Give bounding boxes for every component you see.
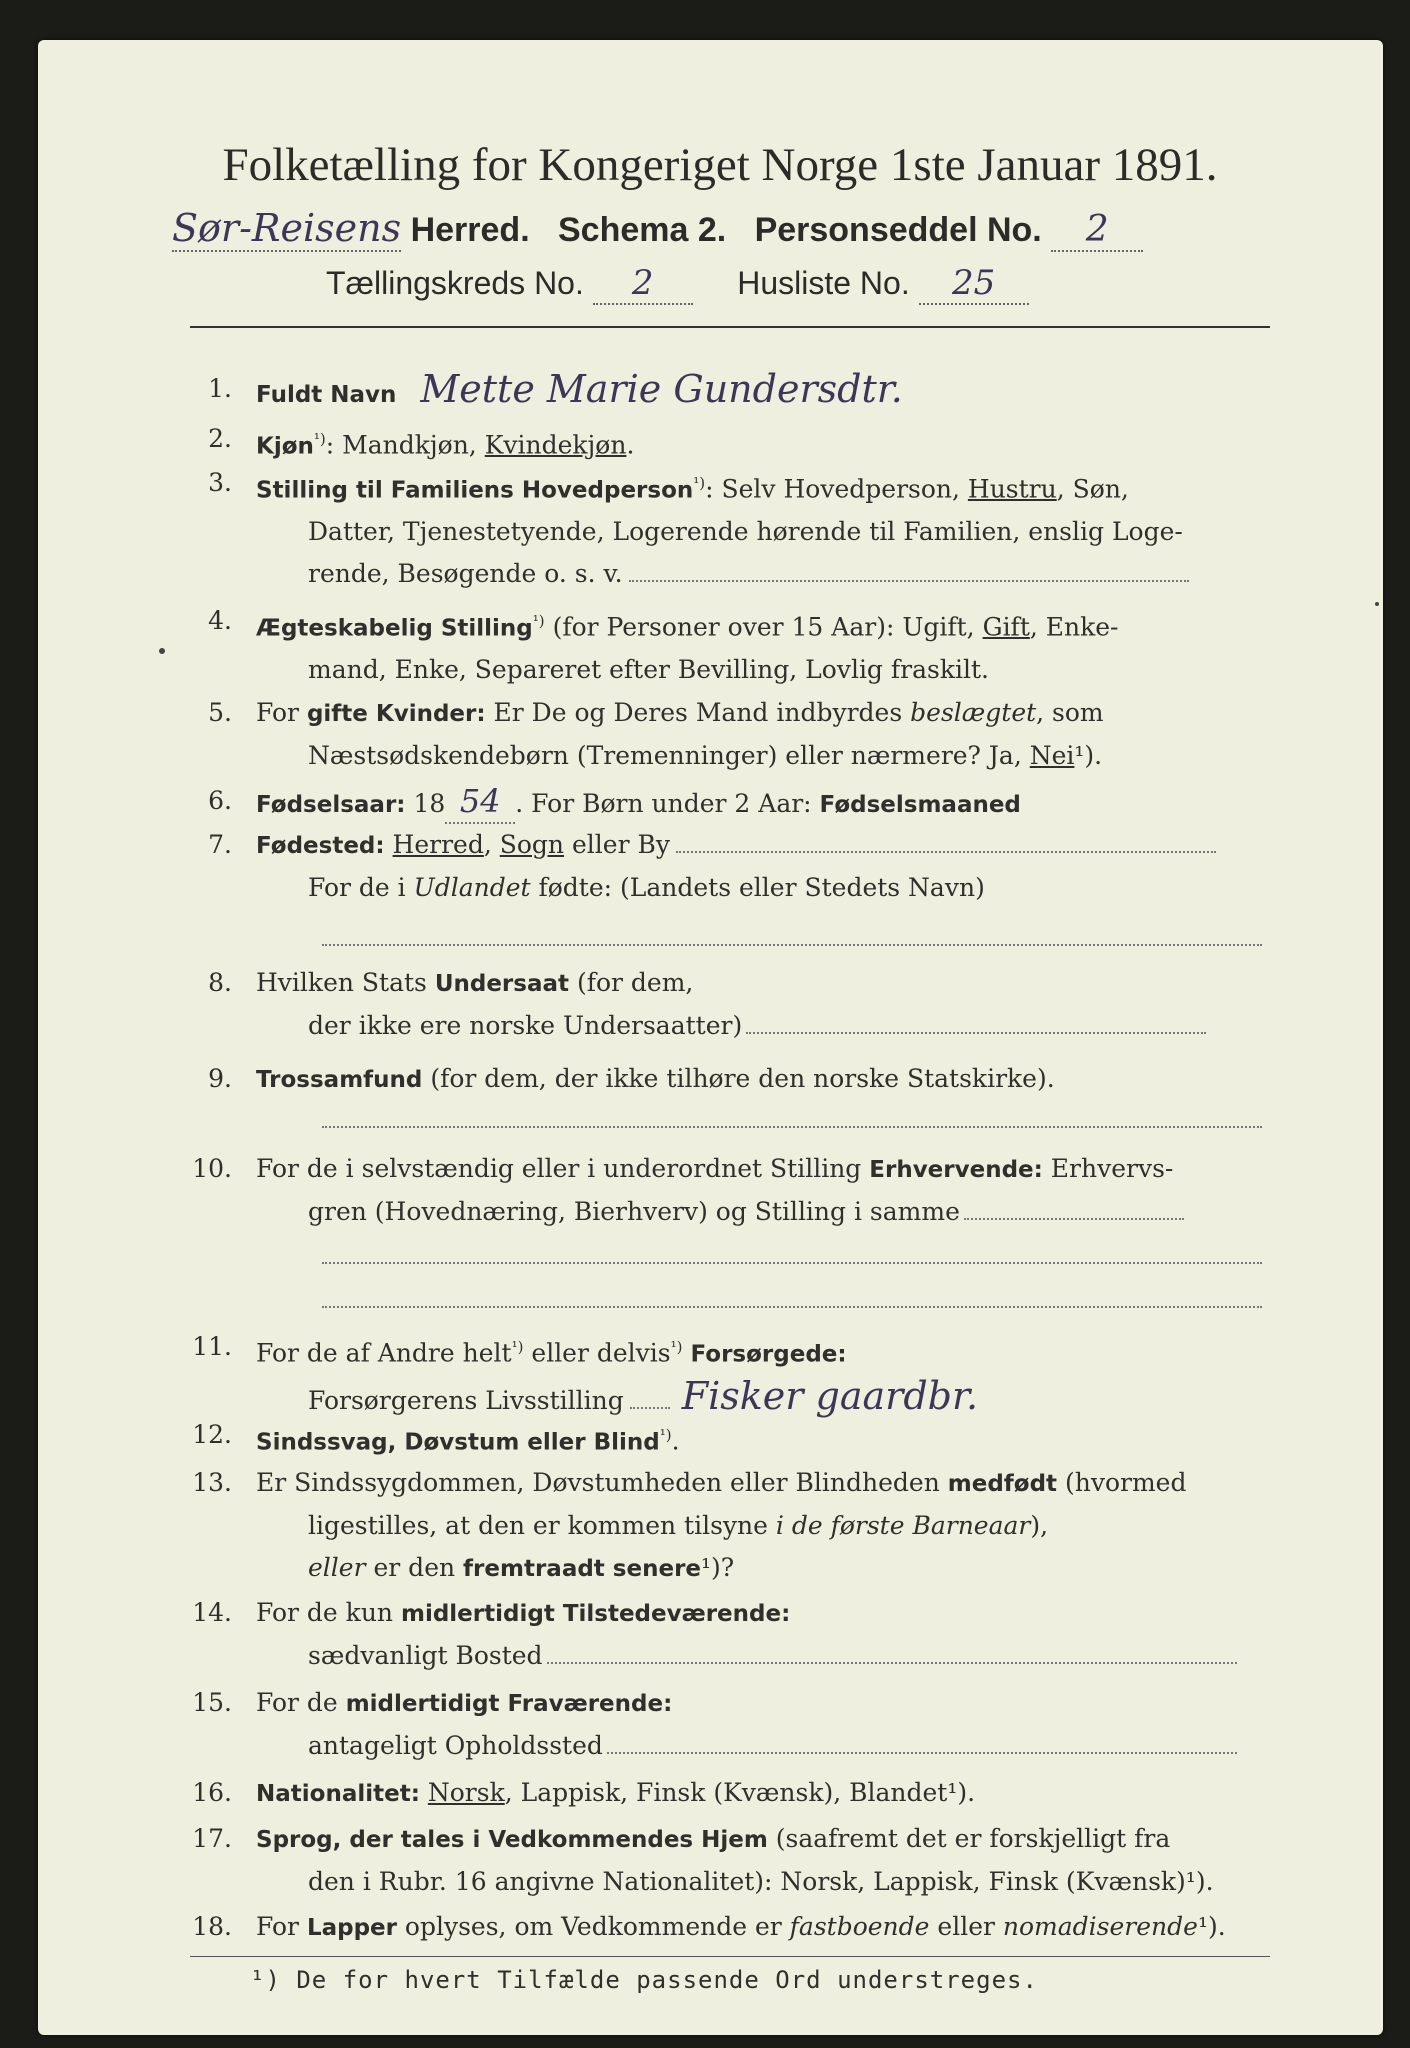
answer-dotted-line (322, 944, 1262, 946)
question-text: er den (365, 1553, 464, 1582)
question-text: ¹). (1074, 741, 1103, 770)
question-text: beslægtet (910, 698, 1037, 727)
underlined-option: Hustru (967, 474, 1057, 504)
underlined-option: Kvindekjøn (484, 430, 627, 460)
question-text: antageligt Opholdssted (308, 1731, 603, 1760)
underlined-option: Herred (392, 830, 484, 859)
question-label: Fødselsmaaned (819, 792, 1021, 818)
question-label: Erhvervende: (869, 1157, 1043, 1183)
question-label: Lapper (306, 1915, 397, 1941)
question-number: 2. (208, 424, 232, 453)
question-text: For de kun (256, 1598, 401, 1627)
answer-dotted-line (607, 1751, 1237, 1754)
question-text: ¹). (1197, 1912, 1226, 1941)
question-number: 11. (192, 1332, 232, 1361)
question-number: 6. (208, 786, 232, 815)
kreds-label: Tællingskreds No. (326, 265, 584, 301)
answer-dotted-line (322, 1306, 1262, 1308)
footnote-mark: ¹) (313, 430, 326, 448)
question-number: 16. (192, 1778, 232, 1807)
question-text: ligestilles, at den er kommen tilsyne (308, 1511, 776, 1540)
question-text: , Lappisk, Finsk (Kvænsk), Blandet¹). (504, 1778, 976, 1807)
question-text: , Søn, (1056, 474, 1129, 504)
question-text: , (483, 830, 500, 859)
question-label: midlertidigt Tilstedeværende: (400, 1601, 791, 1627)
provider-occupation-answer: Fisker gaardbr. (681, 1374, 979, 1419)
question-text: Erhvervs- (1042, 1154, 1174, 1183)
personseddel-label: Personseddel No. (754, 211, 1042, 249)
question-text: oplyses, om Vedkommende er (396, 1912, 790, 1941)
herred-label: Herred. (410, 211, 530, 249)
question-number: 9. (208, 1064, 232, 1093)
question-label: Fødested: (256, 833, 385, 859)
question-text (420, 1778, 428, 1807)
schema-label: Schema 2. (558, 211, 727, 249)
question-text: Udlandet (413, 873, 531, 902)
question-text: (for dem, der ikke tilhøre den norske Statskirke). (422, 1064, 1055, 1093)
question-number: 7. (208, 830, 232, 859)
question-text: mand, Enke, Separeret efter Bevilling, Lovlig fraskilt. (308, 655, 989, 685)
answer-dotted-line (322, 1126, 1262, 1128)
question-text: fødte: (Landets eller Stedets Navn) (530, 873, 985, 902)
question-number: 18. (192, 1912, 232, 1941)
question-text: eller (929, 1912, 1003, 1941)
question-label: Ægteskabelig Stilling (256, 615, 533, 642)
personseddel-number: 2 (1051, 209, 1143, 252)
question-text: (saafremt det er forskjelligt fra (767, 1824, 1171, 1853)
question-label: Fødselsaar: (256, 792, 406, 818)
question-text: (hvormed (1057, 1468, 1187, 1497)
question-text: fastboende (789, 1912, 930, 1941)
question-number: 3. (208, 468, 232, 497)
footnote-text: ¹) De for hvert Tilfælde passende Ord understreges. (250, 1966, 1038, 1994)
question-text: der ikke ere norske Undersaatter) (308, 1011, 743, 1040)
underlined-option: Norsk (427, 1778, 505, 1807)
question-text: For (256, 1912, 307, 1941)
question-text: den i Rubr. 16 angivne Nationalitet): Norsk, Lappisk, Finsk (Kvænsk)¹). (308, 1867, 1214, 1896)
form-title: Folketælling for Kongeriget Norge 1ste Januar 1891. (222, 139, 1218, 191)
underlined-option: Nei (1029, 741, 1075, 770)
ink-spot (1375, 602, 1379, 606)
year-prefix: 18 (405, 789, 446, 818)
footnote-mark: ¹) (511, 1338, 524, 1356)
form-header-line (172, 206, 1143, 252)
herred-name-handwritten: Sør-Reisens (172, 206, 402, 250)
question-text: eller By (564, 830, 670, 859)
answer-dotted-line (630, 1406, 670, 1409)
question-text: , som (1036, 698, 1104, 727)
question-text (385, 830, 393, 859)
question-text: : Selv Hovedperson, (705, 474, 968, 504)
footnote-mark: ¹) (670, 1338, 683, 1356)
question-text: Forsørgerens Livsstilling (308, 1386, 624, 1416)
question-label: Fuldt Navn (256, 382, 397, 408)
question-number: 17. (192, 1824, 232, 1853)
kreds-number: 2 (593, 263, 693, 305)
question-text: sædvanligt Bosted (308, 1641, 543, 1670)
footnote-mark: ¹) (693, 474, 706, 492)
header-divider (190, 326, 1270, 328)
question-label: Sprog, der tales i Vedkommendes Hjem (256, 1827, 768, 1853)
question-text: eller (308, 1553, 366, 1582)
question-text: (for dem, (569, 968, 694, 997)
question-label: Stilling til Familiens Hovedperson (256, 477, 694, 504)
full-name-answer: Mette Marie Gundersdtr. (420, 367, 903, 411)
husliste-label: Husliste No. (737, 265, 910, 301)
question-text: ), (1030, 1511, 1049, 1540)
question-label: medfødt (947, 1471, 1058, 1497)
question-number: 1. (208, 374, 232, 403)
question-text: , Enke- (1029, 612, 1119, 642)
question-text: Er Sindssygdommen, Døvstumheden eller Blindheden (256, 1468, 948, 1497)
question-text: Er De og Deres Mand indbyrdes (485, 698, 911, 727)
footnote-mark: ¹) (532, 612, 545, 630)
question-text: Hvilken Stats (256, 968, 435, 997)
question-number: 5. (208, 698, 232, 727)
question-label: Nationalitet: (256, 1781, 420, 1807)
question-text: i de første Barneaar (775, 1511, 1031, 1540)
question-text: : Mandkjøn, (325, 430, 485, 460)
underlined-option: Gift (982, 612, 1030, 642)
question-text: For de af Andre helt (256, 1338, 512, 1368)
ink-spot (159, 648, 165, 654)
question-label: Forsørgede: (682, 1341, 847, 1368)
answer-dotted-line (676, 850, 1216, 853)
question-text: eller delvis (523, 1338, 671, 1368)
question-label: midlertidigt Fraværende: (345, 1691, 673, 1717)
answer-dotted-line (322, 1262, 1262, 1264)
answer-dotted-line (964, 1217, 1184, 1220)
question-text: For de i (308, 873, 414, 902)
question-label: Undersaat (434, 971, 569, 997)
husliste-number: 25 (919, 263, 1029, 305)
question-text: . (671, 1426, 680, 1456)
question-number: 10. (192, 1154, 232, 1183)
question-text: For (256, 698, 307, 727)
footnote-mark: ¹) (659, 1426, 672, 1444)
answer-dotted-line (746, 1031, 1206, 1034)
birth-year-answer: 54 (445, 780, 515, 824)
question-label: gifte Kvinder: (306, 701, 486, 727)
question-text: nomadiserende (1002, 1912, 1198, 1941)
question-number: 14. (192, 1598, 232, 1627)
answer-dotted-line (547, 1661, 1237, 1664)
question-text: For de i selvstændig eller i underordnet Stilling (256, 1154, 870, 1183)
question-text: . For Børn under 2 Aar: (515, 789, 820, 818)
question-text: Næstsødskendebørn (Tremenninger) eller nærmere? Ja, (308, 741, 1030, 770)
question-number: 13. (192, 1468, 232, 1497)
footnote-divider (190, 1956, 1270, 1957)
question-text: (for Personer over 15 Aar): Ugift, (544, 612, 983, 642)
question-number: 8. (208, 968, 232, 997)
question-number: 12. (192, 1420, 232, 1449)
question-text: . (626, 430, 635, 460)
question-label: Sindssvag, Døvstum eller Blind (256, 1429, 660, 1456)
question-label: Trossamfund (256, 1067, 423, 1093)
question-label: fremtraadt senere (463, 1556, 702, 1582)
question-text: Datter, Tjenestetyende, Logerende hørende til Familien, enslig Loge- (308, 517, 1183, 547)
question-label: Kjøn (256, 433, 314, 460)
question-text: ¹)? (701, 1553, 735, 1582)
question-text: For de (256, 1688, 346, 1717)
question-text: gren (Hovednæring, Bierhverv) og Stilling i samme (308, 1197, 960, 1226)
question-number: 4. (208, 606, 232, 635)
answer-dotted-line (629, 579, 1189, 582)
underlined-option: Sogn (499, 830, 565, 859)
question-text: rende, Besøgende o. s. v. (308, 559, 623, 589)
question-number: 15. (192, 1688, 232, 1717)
kreds-line (326, 263, 1029, 305)
